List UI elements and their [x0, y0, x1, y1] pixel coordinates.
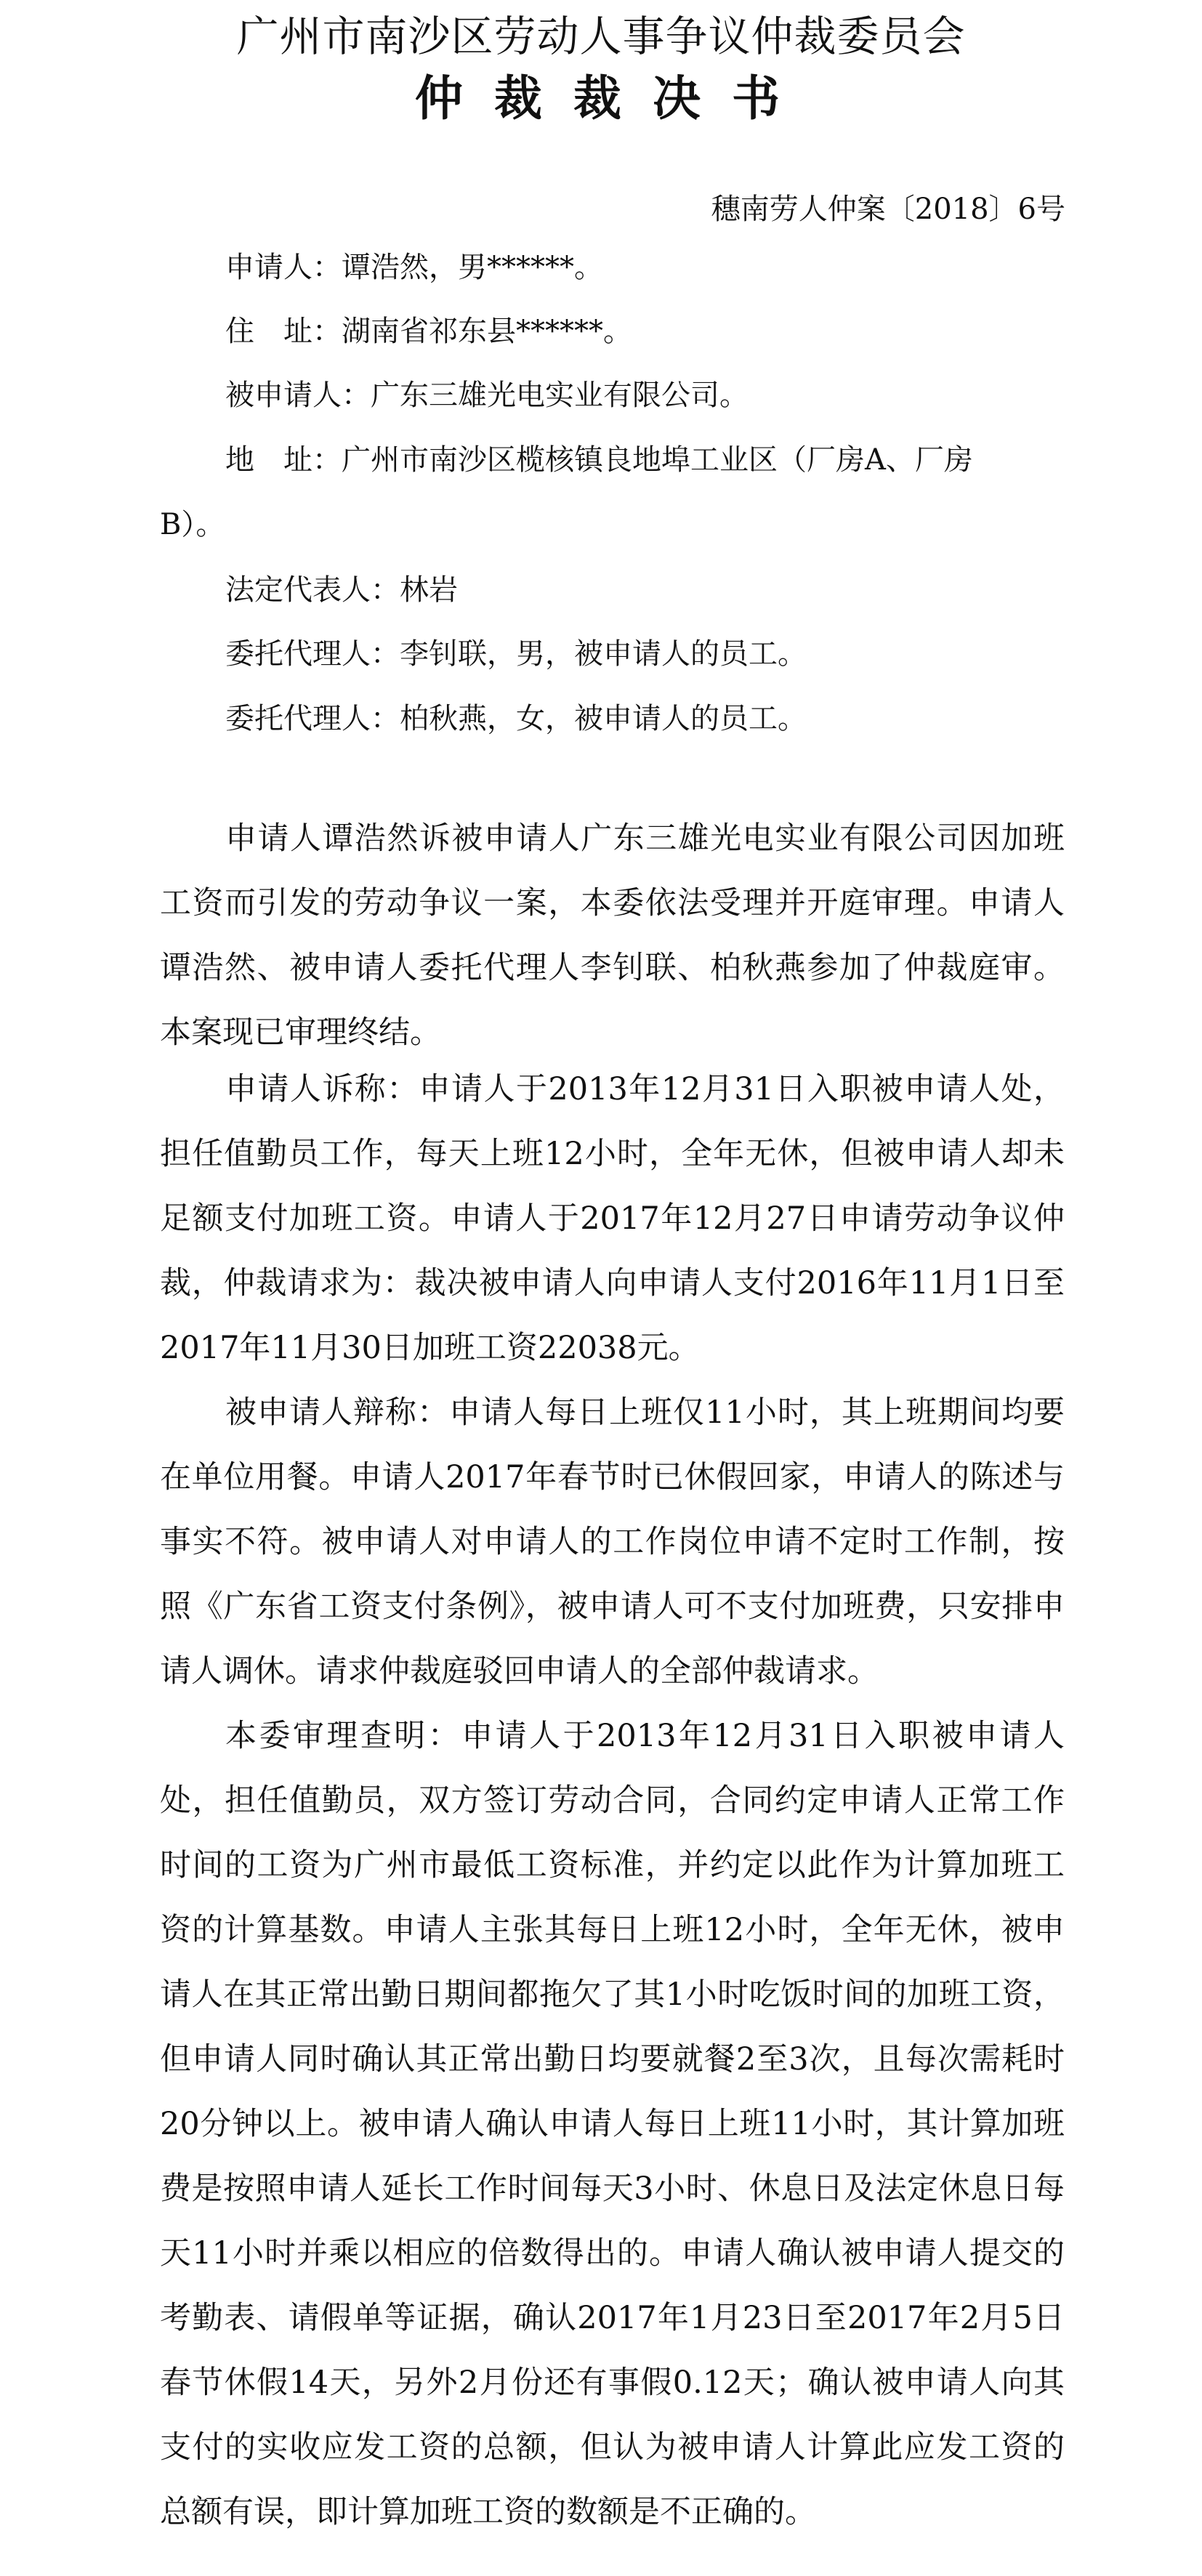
agent-line-1: 委托代理人：李钊联，男，被申请人的员工。	[225, 637, 807, 671]
paragraph-respondent-defense: 被申请人辩称：申请人每日上班仅11小时，其上班期间均要在单位用餐。申请人2017年春节时已休假回家，申请人的陈述与事实不符。被申请人对申请人的工作岗位申请不定时工作制，按照《广东省工资支付条例》，被申请人可不支付加班费，只安排申请人调休。请求仲裁庭驳回申请人的全部仲裁请求。	[160, 1394, 1065, 1689]
applicant-line: 申请人：谭浩然，男******。	[225, 251, 603, 284]
paragraph-applicant-claim: 申请人诉称：申请人于2013年12月31日入职被申请人处，担任值勤员工作，每天上班12小时，全年无休，但被申请人却未足额支付加班工资。申请人于2017年12月27日申请劳动争议仲裁，仲裁请求为：裁决被申请人向申请人支付2016年11月1日至2017年11月30日加班工资22038元。	[160, 1071, 1065, 1366]
legal-representative-line: 法定代表人：林岩	[225, 573, 458, 607]
document-org-title: 广州市南沙区劳动人事争议仲裁委员会	[236, 12, 966, 61]
respondent-address-line: 地 址：广州市南沙区榄核镇良地埠工业区（厂房A、厂房	[225, 443, 973, 477]
respondent-line: 被申请人：广东三雄光电实业有限公司。	[225, 379, 749, 412]
respondent-address-continuation: B）。	[160, 508, 225, 541]
paragraph-intro: 申请人谭浩然诉被申请人广东三雄光电实业有限公司因加班工资而引发的劳动争议一案，本委依法受理并开庭审理。申请人谭浩然、被申请人委托代理人李钊联、柏秋燕参加了仲裁庭审。本案现已审理终结。	[160, 820, 1065, 1051]
case-number: 穗南劳人仲案〔2018〕6号	[711, 193, 1065, 226]
applicant-address-line: 住 址：湖南省祁东县******。	[225, 315, 632, 348]
document-title: 仲 裁 裁 决 书	[415, 70, 787, 126]
paragraph-findings: 本委审理查明：申请人于2013年12月31日入职被申请人处，担任值勤员，双方签订劳动合同，合同约定申请人正常工作时间的工资为广州市最低工资标准，并约定以此作为计算加班工资的计算基数。申请人主张其每日上班12小时，全年无休，被申请人在其正常出勤日期间都拖欠了其1小时吃饭时间的加班工资，但申请人同时确认其正常出勤日均要就餐2至3次，且每次需耗时20分钟以上。被申请人确认申请人每日上班11小时，其计算加班费是按照申请人延长工作时间每天3小时、休息日及法定休息日每天11小时并乘以相应的倍数得出的。申请人确认被申请人提交的考勤表、请假单等证据，确认2017年1月23日至2017年2月5日春节休假14天，另外2月份还有事假0.12天；确认被申请人向其支付的实收应发工资的总额，但认为被申请人计算此应发工资的总额有误，即计算加班工资的数额是不正确的。	[160, 1718, 1065, 2530]
agent-line-2: 委托代理人：柏秋燕，女，被申请人的员工。	[225, 702, 807, 735]
